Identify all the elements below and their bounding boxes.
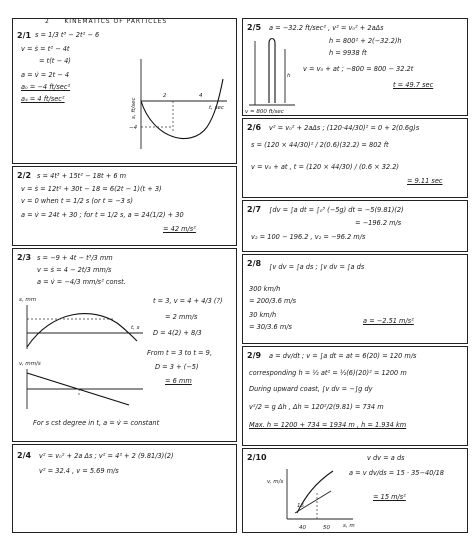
- eq-line: a = −32.2 ft/sec² , v² = v₀² + 2aΔs: [269, 24, 384, 32]
- eq-line: s = −9 + 4t − t³/3 mm: [37, 254, 113, 262]
- answer: Max. h = 1200 + 734 = 1934 m , h = 1.934 km: [249, 421, 407, 429]
- eq-line: s = 1/3 t³ − 2t² − 6: [35, 31, 100, 39]
- eq-line: v²/2 = g Δh , Δh = 120²/2(9.81) = 734 m: [249, 403, 384, 411]
- velocity-graph: [13, 19, 237, 164]
- problem-2-1: [12, 18, 237, 164]
- velocity-position-graph: [243, 449, 468, 533]
- height-label: h: [287, 73, 291, 79]
- answer: a = −2.51 m/s²: [363, 317, 414, 325]
- eq-line: v = 0 when t = 1/2 s (or t = −3 s): [21, 197, 133, 205]
- eq-line: = 2 mm/s: [165, 313, 198, 321]
- note: For s cst degree in t, a = v̇ = constant: [33, 419, 160, 427]
- eq-line: D = 3 + (−5): [155, 363, 199, 371]
- eq-line: v₂ = 100 − 196.2 , v₂ = −96.2 m/s: [251, 233, 366, 241]
- eq-line: ∫dv = ∫a dt = ∫₀³ (−5g) dt = −5(9.81)(2): [269, 206, 404, 214]
- problem-number: 2/2: [17, 171, 32, 180]
- answer: t = 49.7 sec: [393, 81, 434, 89]
- problem-number: 2/5: [247, 23, 262, 32]
- eq-line: During upward coast, ∫v dv = −∫g dy: [249, 385, 373, 393]
- eq-line: = t(t − 4): [39, 57, 71, 65]
- eq-line: From t = 3 to t = 9,: [147, 349, 212, 357]
- eq-line: a = v̇ = 2t − 4: [21, 71, 70, 79]
- problem-number: 2/10: [247, 453, 267, 462]
- eq-line: s = 4t³ + 15t² − 18t + 6 m: [37, 172, 127, 180]
- problem-number: 2/9: [247, 351, 262, 360]
- answer: = 9.11 sec: [407, 177, 443, 185]
- eq-line: ∫v dv = ∫a ds ; ∫v dv = ∫a ds: [269, 263, 365, 271]
- answer: = 42 m/s²: [163, 225, 196, 233]
- problem-2-7: [242, 200, 468, 252]
- answer: = 6 mm: [165, 377, 192, 385]
- problem-2-10: [242, 448, 468, 533]
- problem-number: 2/7: [247, 205, 262, 214]
- problem-number: 2/1: [17, 31, 32, 40]
- eq-line: v² = v₀² + 2a Δs ; v² = 4² + 2 (9.81/3)(2): [39, 452, 174, 460]
- eq-line: v² = v₀² + 2aΔs ; (120·44/30)² = 0 + 2(0.6g)s: [269, 124, 420, 132]
- tick-label: 2: [163, 93, 167, 99]
- axis-label: s, ft/sec: [131, 97, 137, 119]
- eq-line: h = 9938 ft: [329, 49, 367, 57]
- eq-line: a₄ = 4 ft/sec²: [21, 95, 65, 103]
- axis-label: s, mm: [19, 297, 37, 303]
- eq-line: 300 km/h: [249, 285, 281, 293]
- problem-2-4: [12, 444, 237, 533]
- tick-label: 50: [323, 525, 330, 531]
- eq-line: 30 km/h: [249, 311, 277, 319]
- eq-line: corresponding h = ½ at² = ½(6)(20)² = 1200 m: [249, 369, 407, 377]
- answer: = 15 m/s²: [373, 493, 406, 501]
- problem-number: 2/3: [17, 253, 32, 262]
- eq-line: = 30/3.6 m/s: [249, 323, 292, 331]
- eq-line: v = v₀ + at , t = (120 × 44/30) / (0.6 × 32.2): [251, 163, 399, 171]
- eq-line: h = 800² + 2(−32.2)h: [329, 37, 402, 45]
- axis-label: t, s: [131, 325, 140, 331]
- document-page: [6, 6, 468, 533]
- problem-number: 2/8: [247, 259, 262, 268]
- axis-label: v, m/s: [267, 479, 284, 485]
- eq-line: D = 4(2) + 8/3: [153, 329, 202, 337]
- problem-2-2: [12, 166, 237, 246]
- axis-label: v, mm/s: [19, 361, 41, 367]
- tick-label: 40: [299, 525, 306, 531]
- projectile-sketch: [243, 19, 468, 116]
- tick-label: 4: [199, 93, 203, 99]
- eq-line: a = v dv/ds = 15 · 35−40/18: [349, 469, 444, 477]
- chapter-title: KINEMATICS OF PARTICLES: [64, 18, 168, 25]
- problem-2-5: [242, 18, 468, 116]
- eq-line: = −196.2 m/s: [355, 219, 402, 227]
- eq-line: s = (120 × 44/30)² / 2(0.6)(32.2) = 802 ft: [251, 141, 389, 149]
- eq-line: v = ṡ = 4 − 2t/3 mm/s: [37, 266, 112, 274]
- problem-number: 2/4: [17, 451, 32, 460]
- eq-line: = 200/3.6 m/s: [249, 297, 297, 305]
- page-number: 2: [45, 18, 50, 25]
- eq-line: v = ṡ = t² − 4t: [21, 45, 70, 53]
- velocity-label: v = 800 ft/sec: [245, 109, 284, 115]
- problem-number: 2/6: [247, 123, 262, 132]
- motion-graphs: [13, 249, 237, 442]
- eq-line: a = dv/dt ; v = ∫a dt = at = 6(20) = 120 m/s: [269, 352, 417, 360]
- problem-2-3: [12, 248, 237, 442]
- eq-line: a = v̇ = 24t + 30 ; for t = 1/2 s, a = 24(1/2) + 30: [21, 211, 184, 219]
- eq-line: a = v̇ = −4/3 mm/s² const.: [37, 278, 126, 286]
- problem-2-9: [242, 346, 468, 446]
- eq-line: v dv = a ds: [367, 454, 405, 462]
- eq-line: v = ṡ = 12t² + 30t − 18 = 6(2t − 1)(t + 3): [21, 185, 162, 193]
- axis-label: s, m: [343, 523, 355, 529]
- tick-label: 15: [297, 503, 304, 509]
- problem-2-6: [242, 118, 468, 198]
- eq-line: v² = 32.4 , v = 5.69 m/s: [39, 467, 119, 475]
- tick-label: −4: [129, 125, 138, 131]
- eq-line: t = 3, v = 4 + 4/3 (?): [153, 297, 223, 305]
- eq-line: a₀ = −4 ft/sec²: [21, 83, 71, 91]
- axis-label: t, sec: [209, 105, 224, 111]
- eq-line: v = v₀ + at ; −800 = 800 − 32.2t: [303, 65, 414, 73]
- problem-2-8: [242, 254, 468, 344]
